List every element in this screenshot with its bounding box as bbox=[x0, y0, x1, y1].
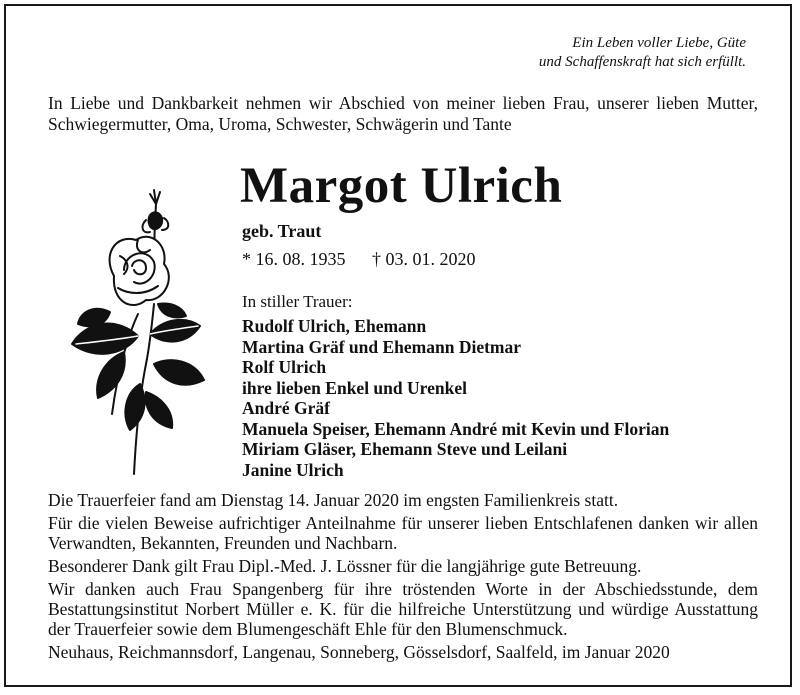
special-thanks: Besonderer Dank gilt Frau Dipl.-Med. J. Lössner für die langjährige gute Betreuung. bbox=[48, 556, 642, 576]
mourning-label: In stiller Trauer: bbox=[242, 292, 353, 311]
motto bbox=[446, 34, 746, 72]
motto-line-1: Ein Leben voller Liebe, Güte bbox=[572, 35, 746, 51]
mourner-item: ihre lieben Enkel und Urenkel bbox=[242, 377, 467, 398]
thanks-paragraph: Für die vielen Beweise aufrichtiger Anteilnahme für unserer lieben Entschlafenen danken wir allen Verwandten, Bekannten, Freunden und Nachbarn. bbox=[48, 513, 758, 553]
death-date: † 03. 01. 2020 bbox=[372, 249, 476, 269]
mourner-item: Janine Ulrich bbox=[242, 459, 344, 480]
mourner-item: Rolf Ulrich bbox=[242, 357, 327, 377]
birth-date: * 16. 08. 1935 bbox=[242, 249, 346, 269]
mourner-item: Rudolf Ulrich, Ehemann bbox=[242, 316, 427, 336]
mourner-item: André Gräf bbox=[242, 398, 330, 418]
intro-text: In Liebe und Dankbarkeit nehmen wir Abschied von meiner lieben Frau, unserer lieben Mutter, Schwiegermutter, Oma, Uroma, Schwester, Schwägerin und Tante bbox=[48, 93, 758, 134]
funeral-notice: Die Trauerfeier fand am Dienstag 14. Januar 2020 im engsten Familienkreis statt. bbox=[48, 490, 619, 510]
birth-name: geb. Traut bbox=[242, 221, 322, 241]
mourner-item: Martina Gräf und Ehemann Dietmar bbox=[242, 336, 522, 357]
mourner-item: Manuela Speiser, Ehemann André mit Kevin und Florian bbox=[242, 418, 670, 439]
deceased-name: Margot Ulrich bbox=[240, 158, 563, 214]
places-and-date: Neuhaus, Reichmannsdorf, Langenau, Sonneberg, Gösselsdorf, Saalfeld, im Januar 2020 bbox=[48, 642, 670, 662]
closing-text bbox=[48, 490, 758, 665]
obituary-notice bbox=[4, 4, 792, 687]
rose-icon bbox=[54, 184, 210, 479]
further-thanks: Wir danken auch Frau Spangenberg für ihre tröstenden Worte in der Abschiedsstunde, dem Bestattungsinstitut Norbert Müller e. K. für die hilfreiche Unterstützung und würdige Ausstattung der Trauerfeier sowie dem Blumengeschäft Ehle für den Blumenschmuck. bbox=[48, 579, 758, 639]
mourner-item: Miriam Gläser, Ehemann Steve und Leilani bbox=[242, 439, 568, 459]
life-dates bbox=[242, 249, 476, 270]
mourners-list bbox=[242, 316, 669, 480]
motto-line-2: und Schaffenskraft hat sich erfüllt. bbox=[538, 54, 746, 70]
